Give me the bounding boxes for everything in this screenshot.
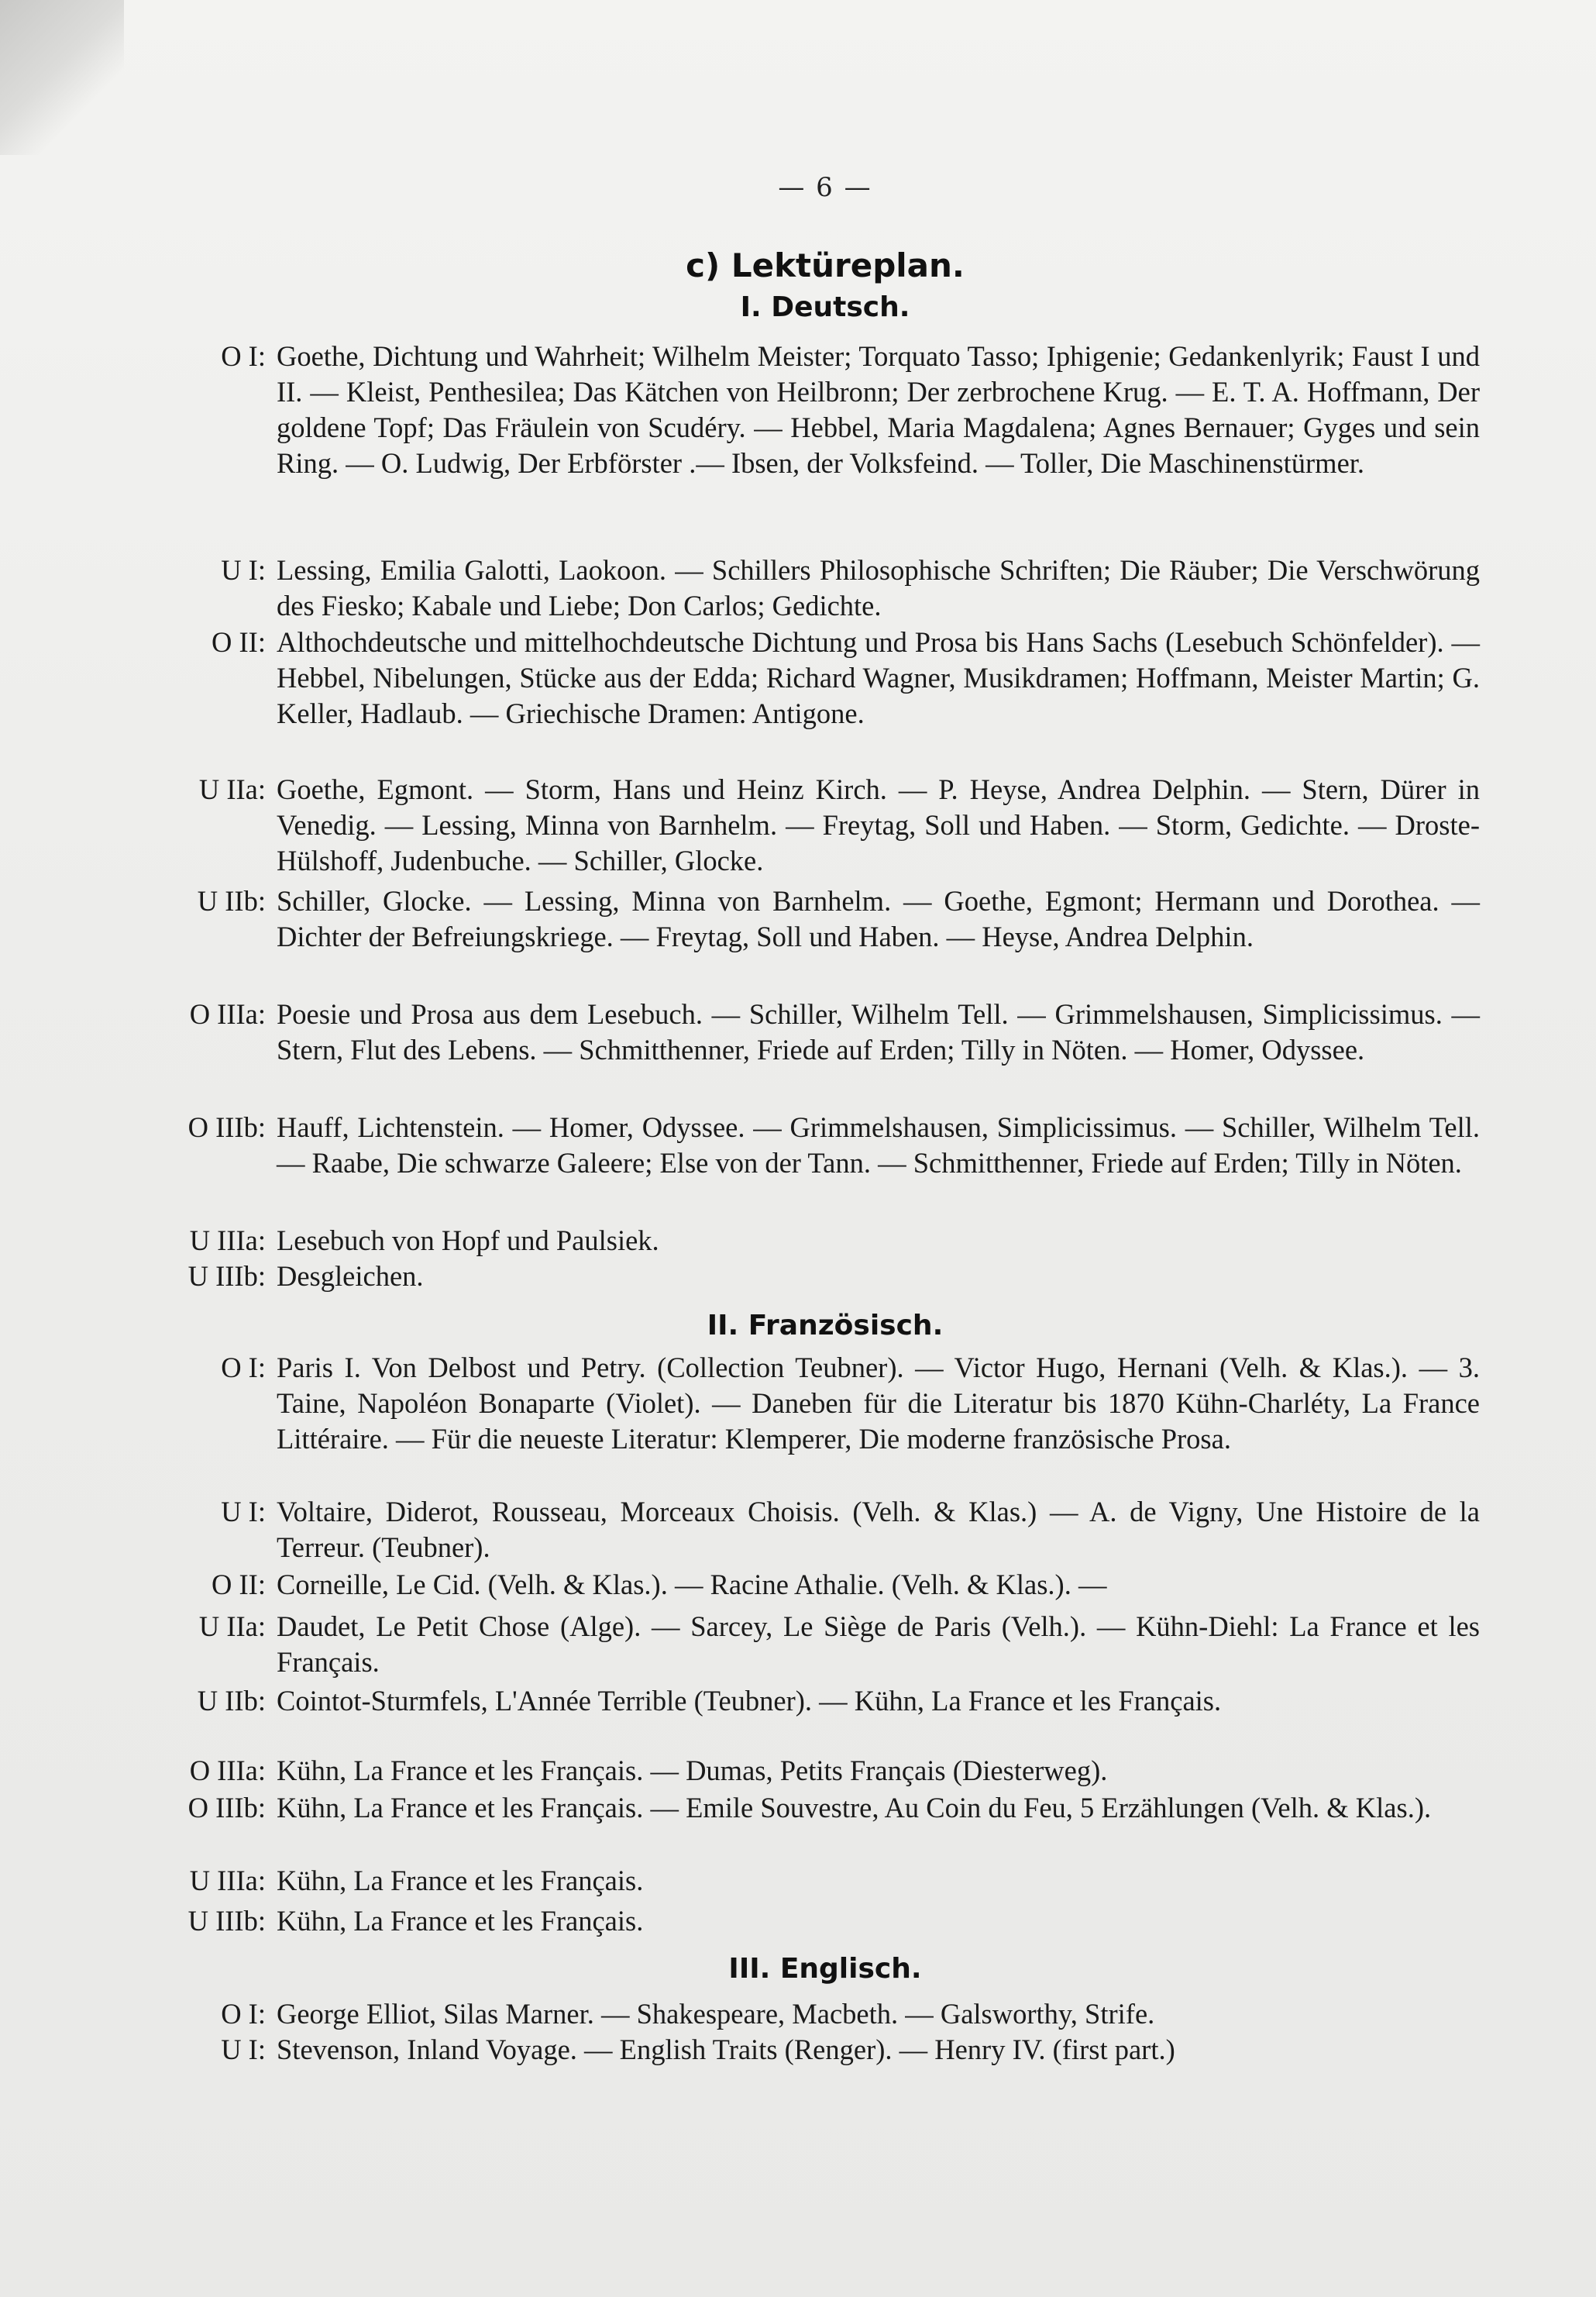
entry-deutsch-oiiib [151, 1110, 1480, 1181]
entry-franz-uiib [151, 1683, 1480, 1719]
class-label: O I : [151, 1996, 266, 2032]
reading-list: Daudet, Le Petit Chose (Alge). — Sarcey, Le Siège de Paris (Velh.). — Kühn-Diehl: La France et les Français. [277, 1610, 1480, 1678]
entry-franz-oii [151, 1567, 1480, 1603]
class-label: U IIa : [151, 772, 266, 879]
reading-list: Desgleichen. [277, 1260, 424, 1292]
entry-franz-oi [151, 1350, 1480, 1457]
page-title: c) Lektüreplan. [686, 246, 965, 284]
reading-list: Kühn, La France et les Français. [277, 1865, 644, 1896]
entry-engl-ui [151, 2032, 1480, 2068]
class-label: O IIIa : [151, 1753, 266, 1789]
class-label: U IIIa : [151, 1863, 266, 1899]
reading-list: Goethe, Dichtung und Wahrheit; Wilhelm Meister; Torquato Tasso; Iphigenie; Gedankenlyrik; Faust I und II. — Kleist, Penthesilea; Das Kätchen von Heilbronn; Der zerbrochene Krug. — E. T. A. Hoffmann, Der goldene Topf; Das Fräulein von Scudéry. — Hebbel, Maria Magdalena; Agnes Bernauer; Gyges und sein Ring. — O. Ludwig, Der Erbförster .— Ibsen, der Volksfeind. — Toller, Die Maschinenstürmer. [277, 340, 1480, 479]
entry-franz-oiiia [151, 1753, 1480, 1789]
reading-list: George Elliot, Silas Marner. — Shakespeare, Macbeth. — Galsworthy, Strife. [277, 1998, 1155, 2030]
reading-list: Paris I. Von Delbost und Petry. (Collection Teubner). — Victor Hugo, Hernani (Velh. & Klas.). — 3. Taine, Napoléon Bonaparte (Violet). — Daneben für die Literatur bis 1870 Kühn-Charléty, La France Littéraire. — Für die neueste Literatur: Klemperer, Die moderne französische Prosa. [277, 1352, 1480, 1455]
class-label: O II : [151, 625, 266, 732]
class-label: O IIIb : [151, 1110, 266, 1181]
class-label: U IIa : [151, 1609, 266, 1680]
class-label: O I : [151, 339, 266, 481]
section-heading-deutsch: I. Deutsch. [740, 291, 910, 323]
reading-list: Cointot-Sturmfels, L'Année Terrible (Teubner). — Kühn, La France et les Français. [277, 1685, 1222, 1717]
class-label: U IIIa : [151, 1223, 266, 1259]
reading-list: Corneille, Le Cid. (Velh. & Klas.). — Racine Athalie. (Velh. & Klas.). — [277, 1569, 1107, 1600]
reading-list: Kühn, La France et les Français. — Dumas, Petits Français (Diesterweg). [277, 1755, 1108, 1786]
entry-deutsch-oi [151, 339, 1480, 481]
section-heading-franzoesisch: II. Französisch. [707, 1310, 944, 1341]
reading-list: Kühn, La France et les Français. [277, 1905, 644, 1937]
class-label: U I : [151, 2032, 266, 2068]
class-label: U IIb : [151, 1683, 266, 1719]
reading-list: Schiller, Glocke. — Lessing, Minna von Barnhelm. — Goethe, Egmont; Hermann und Dorothea. — Dichter der Befreiungskriege. — Freytag, Soll und Haben. — Heyse, Andrea Delphin. [277, 885, 1480, 952]
entry-deutsch-uiia [151, 772, 1480, 879]
entry-franz-ui [151, 1494, 1480, 1565]
class-label: O I : [151, 1350, 266, 1457]
class-label: U IIIb : [151, 1903, 266, 1939]
entry-deutsch-uiiib [151, 1259, 1480, 1294]
entry-deutsch-uiib [151, 883, 1480, 955]
reading-list: Voltaire, Diderot, Rousseau, Morceaux Choisis. (Velh. & Klas.) — A. de Vigny, Une Histoire de la Terreur. (Teubner). [277, 1496, 1480, 1563]
reading-list: Stevenson, Inland Voyage. — English Traits (Renger). — Henry IV. (first part.) [277, 2034, 1175, 2065]
class-label: O II : [151, 1567, 266, 1603]
class-label: U I : [151, 553, 266, 624]
entry-engl-oi [151, 1996, 1480, 2032]
class-label: O IIIa : [151, 997, 266, 1068]
folded-corner [0, 0, 124, 155]
entry-deutsch-uiiia [151, 1223, 1480, 1259]
entry-deutsch-ui [151, 553, 1480, 624]
class-label: U IIIb : [151, 1259, 266, 1294]
page-number: — 6 — [778, 172, 872, 203]
class-label: U I : [151, 1494, 266, 1565]
entry-franz-uiiib [151, 1903, 1480, 1939]
entry-deutsch-oiiia [151, 997, 1480, 1068]
reading-list: Althochdeutsche und mittelhochdeutsche Dichtung und Prosa bis Hans Sachs (Lesebuch Schönfelder). — Hebbel, Nibelungen, Stücke aus der Edda; Richard Wagner, Musikdramen; Hoffmann, Meister Martin; G. Keller, Hadlaub. — Griechische Dramen: Antigone. [277, 626, 1480, 729]
entry-franz-oiiib [151, 1790, 1480, 1826]
reading-list: Lesebuch von Hopf und Paulsiek. [277, 1224, 659, 1256]
entry-franz-uiiia [151, 1863, 1480, 1899]
reading-list: Poesie und Prosa aus dem Lesebuch. — Schiller, Wilhelm Tell. — Grimmelshausen, Simplicissimus. — Stern, Flut des Lebens. — Schmitthenner, Friede auf Erden; Tilly in Nöten. — Homer, Odyssee. [277, 998, 1480, 1066]
reading-list: Kühn, La France et les Français. — Emile Souvestre, Au Coin du Feu, 5 Erzählungen (Velh. & Klas.). [277, 1792, 1432, 1823]
class-label: O IIIb : [151, 1790, 266, 1826]
class-label: U IIb : [151, 883, 266, 955]
section-heading-englisch: III. Englisch. [728, 1953, 922, 1985]
reading-list: Goethe, Egmont. — Storm, Hans und Heinz Kirch. — P. Heyse, Andrea Delphin. — Stern, Dürer in Venedig. — Lessing, Minna von Barnhelm. — Freytag, Soll und Haben. — Storm, Gedichte. — Droste-Hülshoff, Judenbuche. — Schiller, Glocke. [277, 773, 1480, 876]
reading-list: Lessing, Emilia Galotti, Laokoon. — Schillers Philosophische Schriften; Die Räuber; Die Verschwörung des Fiesko; Kabale und Liebe; Don Carlos; Gedichte. [277, 554, 1480, 622]
reading-list: Hauff, Lichtenstein. — Homer, Odyssee. — Grimmelshausen, Simplicissimus. — Schiller, Wilhelm Tell. — Raabe, Die schwarze Galeere; Else von der Tann. — Schmitthenner, Friede auf Erden; Tilly in Nöten. [277, 1111, 1480, 1179]
entry-deutsch-oii [151, 625, 1480, 732]
entry-franz-uiia [151, 1609, 1480, 1680]
